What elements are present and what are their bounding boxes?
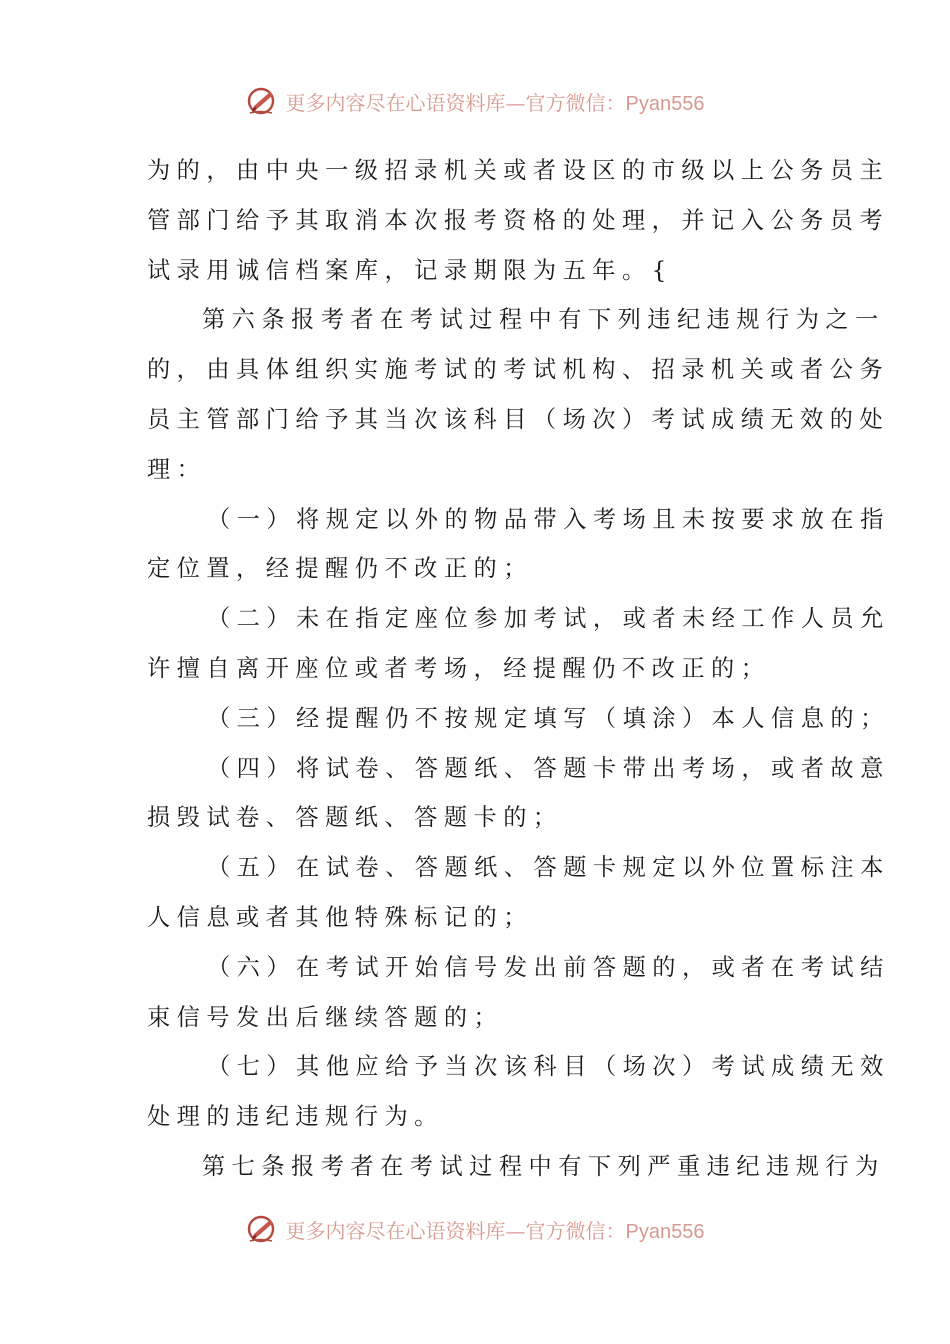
header-watermark-banner <box>0 84 950 118</box>
clause-1-line: （一）将规定以外的物品带入考场且未按要求放在指 <box>207 505 890 533</box>
pen-logo-icon <box>246 84 280 118</box>
banner-inner <box>246 84 705 118</box>
text-line: 许擅自离开座位或者考场，经提醒仍不改正的； <box>147 654 771 682</box>
article-7-heading-line: 第七条报考者在考试过程中有下列严重违纪违规行为 <box>202 1152 885 1180</box>
text-line: 理： <box>147 455 207 483</box>
banner-label: 更多内容尽在心语资料库—官方微信： <box>285 90 626 115</box>
text-line: 损毁试卷、答题纸、答题卡的； <box>147 804 563 832</box>
banner-text <box>286 87 705 116</box>
text-line: 管部门给予其取消本次报考资格的处理，并记入公务员考 <box>147 206 890 234</box>
text-line: 员主管部门给予其当次该科目（场次）考试成绩无效的处 <box>147 405 890 433</box>
footer-watermark-banner <box>0 1212 950 1246</box>
text-line: 定位置，经提醒仍不改正的； <box>147 555 533 583</box>
text-line: 为的，由中央一级招录机关或者设区的市级以上公务员主 <box>147 157 890 184</box>
banner-label: 更多内容尽在心语资料库—官方微信： <box>285 1218 626 1243</box>
article-6-heading-line: 第六条报考者在考试过程中有下列违纪违规行为之一 <box>202 306 885 334</box>
text-line: 试录用诚信档案库，记录期限为五年。{ <box>147 256 673 284</box>
clause-3-line: （三）经提醒仍不按规定填写（填涂）本人信息的； <box>207 704 890 732</box>
text-line: 的，由具体组织实施考试的考试机构、招录机关或者公务 <box>147 356 890 384</box>
clause-6-line: （六）在考试开始信号发出前答题的，或者在考试结 <box>207 953 890 981</box>
clause-4-line: （四）将试卷、答题纸、答题卡带出考场，或者故意 <box>207 754 890 782</box>
text-line: 处理的违纪违规行为。 <box>147 1103 444 1131</box>
text-line: 人信息或者其他特殊标记的； <box>147 903 533 931</box>
banner-text <box>286 1215 705 1244</box>
clause-5-line: （五）在试卷、答题纸、答题卡规定以外位置标注本 <box>207 854 890 882</box>
document-body <box>147 146 890 1192</box>
clause-7-line: （七）其他应给予当次该科目（场次）考试成绩无效 <box>207 1053 890 1081</box>
banner-inner <box>246 1212 705 1246</box>
clause-2-line: （二）未在指定座位参加考试，或者未经工作人员允 <box>207 605 890 633</box>
wechat-id: Pyan556 <box>625 1220 705 1243</box>
wechat-id: Pyan556 <box>625 92 705 115</box>
text-line: 束信号发出后继续答题的； <box>147 1003 504 1031</box>
pen-logo-icon <box>246 1212 280 1246</box>
